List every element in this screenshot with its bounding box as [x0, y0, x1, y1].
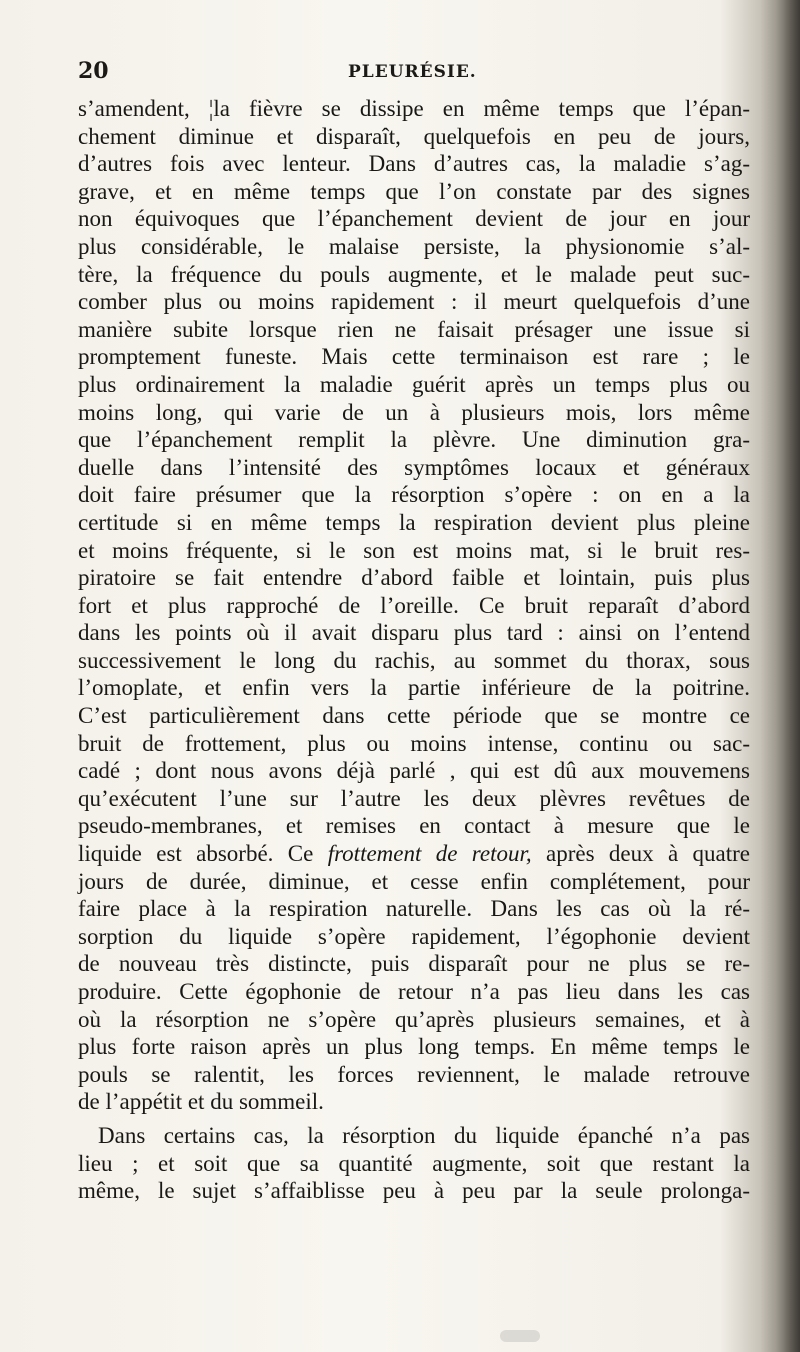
text-line: et moins fréquente, si le son est moins mat, si le bruit res- — [78, 537, 750, 563]
italic-term: frottement de retour, — [327, 841, 532, 867]
text-line: produire. Cette égophonie de retour n’a pas lieu dans les cas — [78, 979, 750, 1004]
text-line: qu’exécutent l’une sur l’autre les deux plèvres revêtues de — [78, 785, 750, 811]
text-line: l’omoplate, et enfin vers la partie inférieure de la poitrine. — [78, 675, 750, 701]
text-line: tère, la fréquence du pouls augmente, et le malade peut suc- — [78, 261, 750, 287]
text-line: d’autres fois avec lenteur. Dans d’autres cas, la maladie s’ag- — [78, 151, 750, 177]
text-line: pouls se ralentit, les forces reviennent, le malade retrouve — [78, 1061, 750, 1087]
text-line: où la résorption ne s’opère qu’après plusieurs semaines, et à — [78, 1006, 750, 1032]
paragraph-last-line: de l’appétit et du sommeil. — [78, 1089, 324, 1115]
text-segment: après deux à quatre — [531, 841, 750, 867]
text-line: plus ordinairement la maladie guérit après un temps plus ou — [78, 371, 750, 397]
body-text — [78, 95, 750, 1205]
text-line: que l’épanchement remplit la plèvre. Une diminution gra- — [78, 427, 750, 453]
text-line: certitude si en même temps la respiration devient plus pleine — [78, 509, 750, 535]
page-header — [78, 58, 768, 90]
text-line: pseudo-membranes, et remises en contact à mesure que le — [78, 813, 750, 839]
text-line: fort et plus rapproché de l’oreille. Ce bruit reparaît d’abord — [78, 592, 750, 618]
text-line-with-italic — [78, 840, 750, 868]
text-line: chement diminue et disparaît, quelquefois en peu de jours, — [78, 123, 750, 149]
text-line: lieu ; et soit que sa quantité augmente, soit que restant la — [78, 1150, 750, 1176]
text-line: moins long, qui varie de un à plusieurs mois, lors même — [78, 399, 750, 425]
text-segment: liquide est absorbé. Ce — [78, 841, 328, 867]
text-line: grave, et en même temps que l’on constate par des signes — [78, 178, 750, 204]
text-line: doit faire présumer que la résorption s’opère : on en a la — [78, 482, 750, 508]
text-line: C’est particulièrement dans cette période que se montre ce — [78, 703, 750, 729]
binding-shadow — [760, 0, 800, 1352]
text-line: plus forte raison après un plus long temps. En même temps le — [78, 1034, 750, 1060]
text-line: jours de durée, diminue, et cesse enfin complétement, pour — [78, 868, 750, 894]
text-line: faire place à la respiration naturelle. Dans les cas où la ré- — [78, 896, 750, 922]
text-line: piratoire se fait entendre d’abord faible et lointain, puis plus — [78, 565, 750, 591]
text-line: duelle dans l’intensité des symptômes locaux et généraux — [78, 454, 750, 480]
text-line: promptement funeste. Mais cette terminaison est rare ; le — [78, 344, 750, 370]
text-line: non équivoques que l’épanchement devient de jour en jour — [78, 206, 750, 232]
text-line: sorption du liquide s’opère rapidement, l’égophonie devient — [78, 923, 750, 949]
paragraph-first-line: Dans certains cas, la résorption du liquide épanché n’a pas — [98, 1122, 750, 1148]
text-line: successivement le long du rachis, au sommet du thorax, sous — [78, 647, 750, 673]
text-line: de nouveau très distincte, puis disparaît pour ne plus se re- — [78, 951, 750, 977]
running-head: PLEURÉSIE. — [348, 62, 477, 82]
text-line: comber plus ou moins rapidement : il meurt quelquefois d’une — [78, 289, 750, 315]
text-line: manière subite lorsque rien ne faisait présager une issue si — [78, 316, 750, 342]
text-line: cadé ; dont nous avons déjà parlé , qui est dû aux mouvemens — [78, 758, 750, 784]
ink-smudge — [500, 1330, 540, 1342]
text-line: s’amendent, ¦la fièvre se dissipe en même temps que l’épan- — [78, 96, 750, 121]
page-number: 20 — [78, 58, 109, 84]
text-line: plus considérable, le malaise persiste, la physionomie s’al- — [78, 233, 750, 259]
text-line: même, le sujet s’affaiblisse peu à peu par la seule prolonga- — [78, 1178, 750, 1204]
text-line: dans les points où il avait disparu plus tard : ainsi on l’entend — [78, 620, 750, 646]
text-line: bruit de frottement, plus ou moins intense, continu ou sac- — [78, 730, 750, 756]
